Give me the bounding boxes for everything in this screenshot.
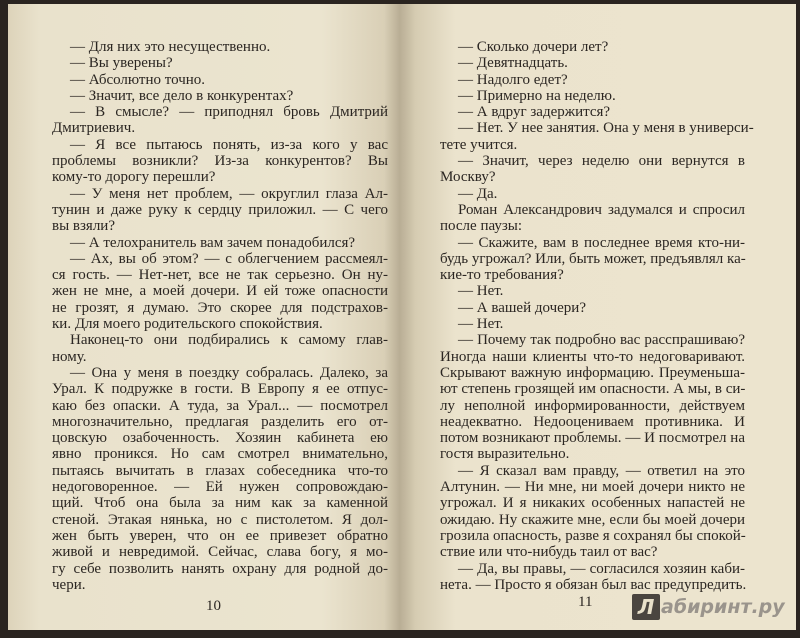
text-line: чери. bbox=[52, 576, 86, 593]
text-line: Роман Александрович задумался и спросил bbox=[458, 201, 745, 218]
text-line: — В смысле? — приподнял бровь Дмитрий bbox=[70, 104, 388, 121]
paragraph bbox=[440, 316, 745, 332]
paragraph bbox=[440, 55, 745, 71]
text-line: потом возникают проблемы. — И посмотрел на bbox=[440, 430, 745, 447]
page-number: 10 bbox=[206, 598, 221, 614]
text-line: — Она у меня в поездку собралась. Далеко, за bbox=[70, 364, 388, 381]
labirint-watermark bbox=[632, 594, 785, 620]
paragraph bbox=[440, 39, 745, 55]
paragraph bbox=[440, 235, 745, 284]
text-line: — А вдруг задержится? bbox=[458, 104, 611, 121]
text-line: угрожал. И я никаких особенных напастей не bbox=[440, 495, 745, 512]
text-line: — Да. bbox=[458, 185, 498, 202]
right-page bbox=[400, 4, 796, 630]
text-line: — Примерно на неделю. bbox=[458, 87, 616, 104]
paragraph bbox=[52, 235, 388, 251]
text-line: ки. Для моего родительского спокойствия. bbox=[52, 316, 323, 333]
paragraph bbox=[52, 186, 388, 235]
text-line: — А вашей дочери? bbox=[458, 299, 586, 316]
text-line: Скрывают важную информацию. Преуменьша- bbox=[440, 364, 745, 381]
left-page-text bbox=[52, 39, 388, 593]
text-line: проблемы возникли? Из-за конкурентов? Вы bbox=[52, 153, 388, 170]
paragraph bbox=[52, 365, 388, 593]
paragraph bbox=[52, 332, 388, 365]
text-line: кие-то требования? bbox=[440, 267, 564, 284]
text-line: кому-то дорогу перешли? bbox=[52, 169, 216, 186]
text-line: после паузы: bbox=[440, 218, 523, 235]
text-line: — Ах, вы об этом? — с облегчением рассмеял- bbox=[70, 250, 388, 267]
paragraph bbox=[440, 561, 745, 594]
text-line: тунин и даже руку к сердцу приложил. — С чего bbox=[52, 201, 388, 218]
paragraph bbox=[440, 186, 745, 202]
text-line: — У меня нет проблем, — округлил глаза Ал- bbox=[70, 185, 388, 202]
text-line: — Нет. bbox=[458, 283, 504, 300]
text-line: вы взяли? bbox=[52, 218, 115, 235]
paragraph bbox=[440, 300, 745, 316]
paragraph bbox=[52, 55, 388, 71]
paragraph bbox=[440, 463, 745, 561]
text-line: пытаясь вычитать в глазах собеседника что-то bbox=[52, 462, 388, 479]
text-line: Дмитриевич. bbox=[52, 120, 136, 137]
paragraph bbox=[440, 104, 745, 120]
text-line: — Я сказал вам правду, — ответил на это bbox=[458, 462, 745, 479]
paragraph bbox=[52, 88, 388, 104]
watermark-text: абиринт.ру bbox=[661, 596, 785, 618]
left-page bbox=[8, 4, 400, 630]
paragraph bbox=[52, 39, 388, 55]
paragraph bbox=[440, 88, 745, 104]
paragraph bbox=[440, 120, 754, 153]
text-line: — Абсолютно точно. bbox=[70, 71, 206, 88]
text-line: — Сколько дочери лет? bbox=[458, 39, 609, 55]
text-line: Урал. К подружке в гости. В Европу я ее отпус- bbox=[52, 381, 388, 398]
text-line: — Значит, все дело в конкурентах? bbox=[70, 87, 294, 104]
text-line: ся гость. — Нет-нет, все не так серьезно. Он ну- bbox=[52, 267, 388, 284]
text-line: неадекватно. Недооцениваем противника. И bbox=[440, 413, 745, 430]
text-line: будь угрожал? Или, быть может, предъявлял ка- bbox=[440, 250, 746, 267]
text-line: Москву? bbox=[440, 169, 496, 186]
text-line: — А телохранитель вам зачем понадобился? bbox=[70, 234, 356, 251]
right-page-text bbox=[440, 39, 754, 593]
paragraph bbox=[440, 72, 745, 88]
text-line: — Надолго едет? bbox=[458, 71, 568, 88]
text-line: — Для них это несущественно. bbox=[70, 39, 271, 55]
paragraph bbox=[52, 104, 388, 137]
text-line: щий. Чтоб она была за ним как за каменной bbox=[52, 495, 388, 512]
text-line: живой и невредимой. Сейчас, слава богу, я мо- bbox=[52, 544, 388, 561]
paragraph bbox=[52, 137, 388, 186]
text-line: — Нет. bbox=[458, 316, 504, 333]
text-line: ют степень грозящей им опасности. А мы, в си- bbox=[440, 381, 746, 398]
text-line: ствие или что-нибудь таил от вас? bbox=[440, 544, 658, 561]
paragraph bbox=[440, 202, 745, 235]
text-line: — Я все пытаюсь понять, из-за кого у вас bbox=[70, 136, 388, 153]
text-line: явно проникся. Но сам смотрел внимательно, bbox=[52, 446, 388, 463]
text-line: лу неполной информированности, действуем bbox=[440, 397, 745, 414]
text-line: не грозят, я думаю. Это скорее для подстрахов- bbox=[52, 299, 388, 316]
text-line: — Да, вы правы, — согласился хозяин каби- bbox=[458, 560, 745, 577]
text-line: — Почему так подробно вас расспрашиваю? bbox=[458, 332, 745, 349]
text-line: нета. — Просто я обязан был вас предупредить. bbox=[440, 576, 747, 593]
text-line: жен не мне, а моей дочери. И ей тоже опасности bbox=[52, 283, 388, 300]
text-line: Наконец-то они подбирались к самому глав- bbox=[70, 332, 388, 349]
text-line: — Значит, через неделю они вернутся в bbox=[458, 153, 745, 170]
paragraph bbox=[440, 283, 745, 299]
text-line: — Девятнадцать. bbox=[458, 55, 568, 72]
text-line: — Вы уверены? bbox=[70, 55, 173, 72]
text-line: многозначительно, предлагая разделить его от- bbox=[52, 413, 388, 430]
text-line: Алтунин. — Ни мне, ни моей дочери никто не bbox=[440, 479, 745, 496]
text-line: гостя выразительно. bbox=[440, 446, 570, 463]
text-line: стеной. Этакая нянька, но с пистолетом. Я дол- bbox=[52, 511, 388, 528]
text-line: — Нет. У нее занятия. Она у меня в универси- bbox=[458, 120, 754, 137]
paragraph bbox=[440, 153, 745, 186]
paragraph bbox=[440, 332, 745, 462]
paragraph bbox=[52, 72, 388, 88]
text-line: гу себе позволить нанять охрану для родной до- bbox=[52, 560, 388, 577]
page-number: 11 bbox=[578, 594, 593, 610]
text-line: цовскую озабоченность. Хозяин кабинета ею bbox=[52, 430, 388, 447]
text-line: — Скажите, вам в последнее время кто-ни- bbox=[458, 234, 745, 251]
text-line: недоговоренное. — Ей нужен сопровождаю- bbox=[52, 479, 388, 496]
text-line: жен быть уверен, что он ее привезет обратно bbox=[52, 527, 388, 544]
text-line: ожидаю. Ну скажите мне, если бы моей дочери bbox=[440, 511, 745, 528]
text-line: грозила опасность, разве я сохранял бы спокой- bbox=[440, 527, 746, 544]
text-line: Иногда наши клиенты что-то недоговаривают. bbox=[440, 348, 745, 365]
text-line: ному. bbox=[52, 348, 87, 365]
text-line: тете учится. bbox=[440, 136, 518, 153]
paragraph bbox=[52, 251, 388, 332]
labirint-logo-icon: Л bbox=[632, 594, 660, 620]
text-line: каю без опаски. А туда, за Урал... — посмотрел bbox=[52, 397, 388, 414]
